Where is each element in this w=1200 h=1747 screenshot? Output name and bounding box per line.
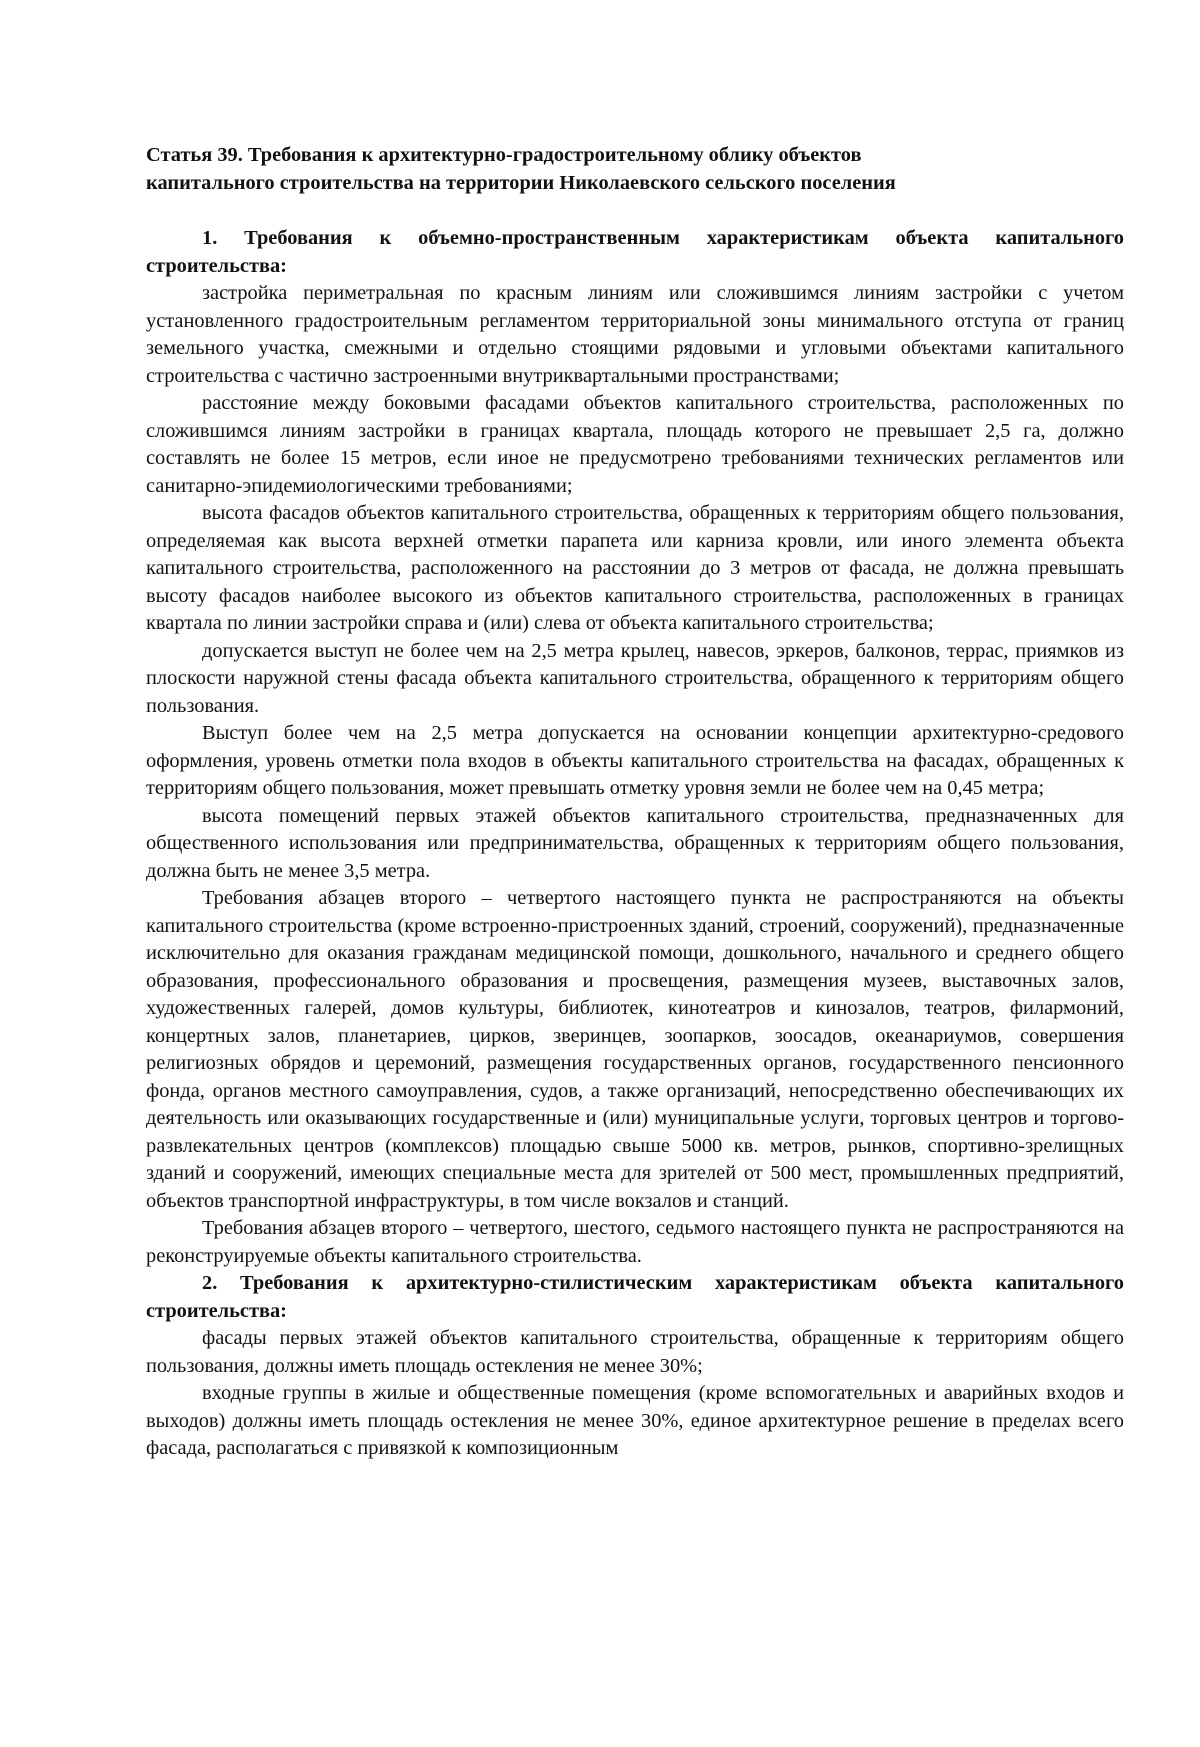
section-1-heading: 1. Требования к объемно-пространственным характеристикам объекта капитального строительства: — [146, 227, 1124, 277]
document-page — [146, 142, 1124, 1463]
section-2-paragraph-1: фасады первых этажей объектов капитального строительства, обращенные к территориям общего пользования, должны иметь площадь остекления не менее 30%; — [146, 1327, 1124, 1377]
section-1-paragraph-4: допускается выступ не более чем на 2,5 метра крылец, навесов, эркеров, балконов, террас, приямков из плоскости наружной стены фасада объекта капитального строительства, обращенного к территориям общего пользования. — [146, 639, 1124, 717]
section-2-paragraph-2: входные группы в жилые и общественные помещения (кроме вспомогательных и аварийных входов и выходов) должны иметь площадь остекления не менее 30%, единое архитектурное решение в пределах всего фасада, располагаться с привязкой к композиционным — [146, 1382, 1124, 1459]
section-1-paragraph-2: расстояние между боковыми фасадами объектов капитального строительства, расположенных по сложившимся линиям застройки в границах квартала, площадь которого не превышает 2,5 га, должно составлять не более 15 метров, если иное не предусмотрено требованиями технических регламентов или санитарно-эпидемиологическими требованиями; — [146, 392, 1124, 497]
article-title — [146, 142, 1124, 197]
section-1-paragraph-7: Требования абзацев второго – четвертого настоящего пункта не распространяются на объекты капитального строительства (кроме встроенно-пристроенных зданий, строений, сооружений), предназначенные исключительно для оказания гражданам медицинской помощи, дошкольного, начального и среднего общего образования, профессионального образования и просвещения, размещения музеев, выставочных залов, художественных галерей, домов культуры, библиотек, кинотеатров и кинозалов, театров, филармоний, концертных залов, планетариев, цирков, зверинцев, зоопарков, зоосадов, океанариумов, совершения религиозных обрядов и церемоний, размещения государственных органов, государственного пенсионного фонда, органов местного самоуправления, судов, а также организаций, непосредственно обеспечивающих их деятельность или оказывающих государственные и (или) муниципальные услуги, торговых центров и торгово-развлекательных центров (комплексов) площадью свыше 5000 кв. метров, рынков, спортивно-зрелищных зданий и сооружений, имеющих специальные места для зрителей от 500 мест, промышленных предприятий, объектов транспортной инфраструктуры, в том числе вокзалов и станций. — [146, 887, 1124, 1212]
section-2-heading: 2. Требования к архитектурно-стилистическим характеристикам объекта капитального строительства: — [146, 1272, 1124, 1322]
article-title-line-1: Статья 39. Требования к архитектурно-градостроительному облику объектов — [146, 144, 862, 166]
title-spacer — [146, 197, 1124, 225]
article-title-line-2: капитального строительства на территории Николаевского сельского поселения — [146, 171, 896, 194]
section-1-paragraph-1: застройка периметральная по красным линиям или сложившимся линиям застройки с учетом установленного градостроительным регламентом территориальной зоны минимального отступа от границ земельного участка, смежными и отдельно стоящими рядовыми и угловыми объектами капитального строительства с частично застроенными внутриквартальными пространствами; — [146, 282, 1124, 387]
section-1-paragraph-3: высота фасадов объектов капитального строительства, обращенных к территориям общего пользования, определяемая как высота верхней отметки парапета или карниза кровли, или иного элемента объекта капитального строительства, расположенного на расстоянии до 3 метров от фасада, не должна превышать высоту фасадов наиболее высокого из объектов капитального строительства, расположенных в границах квартала по линии застройки справа и (или) слева от объекта капитального строительства; — [146, 502, 1124, 634]
section-1-paragraph-8: Требования абзацев второго – четвертого, шестого, седьмого настоящего пункта не распространяются на реконструируемые объекты капитального строительства. — [146, 1217, 1124, 1267]
section-1-paragraph-5: Выступ более чем на 2,5 метра допускается на основании концепции архитектурно-средового оформления, уровень отметки пола входов в объекты капитального строительства на фасадах, обращенных к территориям общего пользования, может превышать отметку уровня земли не более чем на 0,45 метра; — [146, 722, 1124, 799]
section-1-paragraph-6: высота помещений первых этажей объектов капитального строительства, предназначенных для общественного использования или предпринимательства, обращенных к территориям общего пользования, должна быть не менее 3,5 метра. — [146, 804, 1124, 882]
